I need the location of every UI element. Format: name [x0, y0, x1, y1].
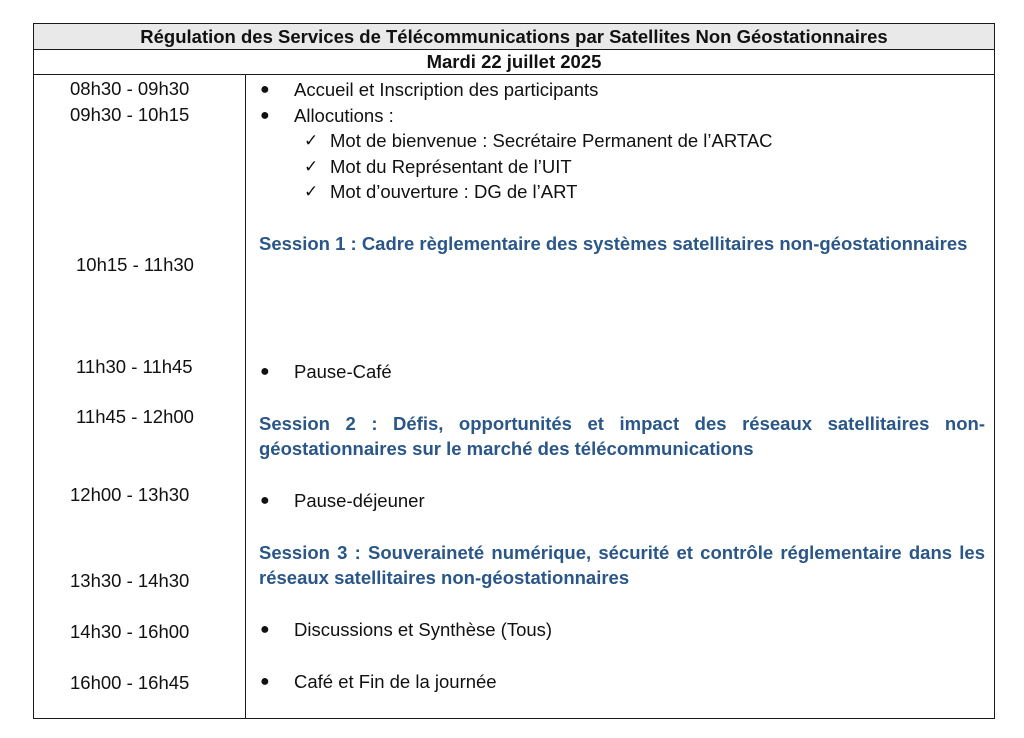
time-slot: 11h30 - 11h45	[76, 356, 193, 377]
sub-item-label: Mot de bienvenue : Secrétaire Permanent de l’ARTAC	[330, 130, 773, 151]
sub-item	[304, 156, 572, 178]
sub-item-label: Mot d’ouverture : DG de l’ART	[330, 181, 578, 202]
time-slot: 13h30 - 14h30	[70, 570, 190, 591]
sub-item	[304, 130, 773, 152]
bullet-icon: ●	[260, 673, 270, 690]
agenda-item-label: Discussions et Synthèse (Tous)	[294, 619, 553, 640]
agenda-item-cafe-fin	[260, 671, 497, 693]
agenda-item-discussions	[260, 619, 553, 641]
time-slot: 08h30 - 09h30	[70, 78, 190, 99]
agenda-table	[33, 23, 995, 719]
time-slot: 09h30 - 10h15	[70, 104, 190, 125]
agenda-date: Mardi 22 juillet 2025	[34, 50, 994, 75]
agenda-item-accueil	[260, 79, 599, 101]
column-divider	[245, 75, 246, 719]
time-slot: 16h00 - 16h45	[70, 672, 190, 693]
time-slot: 14h30 - 16h00	[70, 621, 190, 642]
agenda-item-label: Pause-déjeuner	[294, 490, 425, 511]
agenda-item-label: Pause-Café	[294, 361, 392, 382]
time-slot: 11h45 - 12h00	[76, 406, 194, 427]
session-2-title: Session 2 : Défis, opportunités et impact des réseaux satellitaires non-géostationnaires sur le marché des télécommunications	[259, 413, 985, 459]
session-3-title: Session 3 : Souveraineté numérique, sécurité et contrôle réglementaire dans les réseaux satellitaires non-géostationnaires	[259, 542, 985, 588]
bullet-icon: ●	[260, 107, 270, 124]
bullet-icon: ●	[260, 81, 270, 98]
bullet-icon: ●	[260, 363, 270, 380]
checkmark-icon: ✓	[304, 182, 319, 201]
sub-item-label: Mot du Représentant de l’UIT	[330, 156, 572, 177]
checkmark-icon: ✓	[304, 131, 319, 150]
agenda-item-pause-cafe	[260, 361, 392, 383]
checkmark-icon: ✓	[304, 157, 319, 176]
sub-item	[304, 181, 578, 203]
agenda-item-allocutions	[260, 105, 394, 127]
bullet-icon: ●	[260, 621, 270, 638]
agenda-title: Régulation des Services de Télécommunications par Satellites Non Géostationnaires	[34, 24, 994, 50]
bullet-icon: ●	[260, 492, 270, 509]
time-slot: 10h15 - 11h30	[76, 254, 194, 275]
session-1-title: Session 1 : Cadre règlementaire des systèmes satellitaires non-géostationnaires	[259, 233, 968, 254]
agenda-item-pause-dejeuner	[260, 490, 425, 512]
time-slot: 12h00 - 13h30	[70, 484, 190, 505]
agenda-item-label: Café et Fin de la journée	[294, 671, 497, 692]
agenda-item-label: Accueil et Inscription des participants	[294, 79, 599, 100]
agenda-item-label: Allocutions :	[294, 105, 394, 126]
